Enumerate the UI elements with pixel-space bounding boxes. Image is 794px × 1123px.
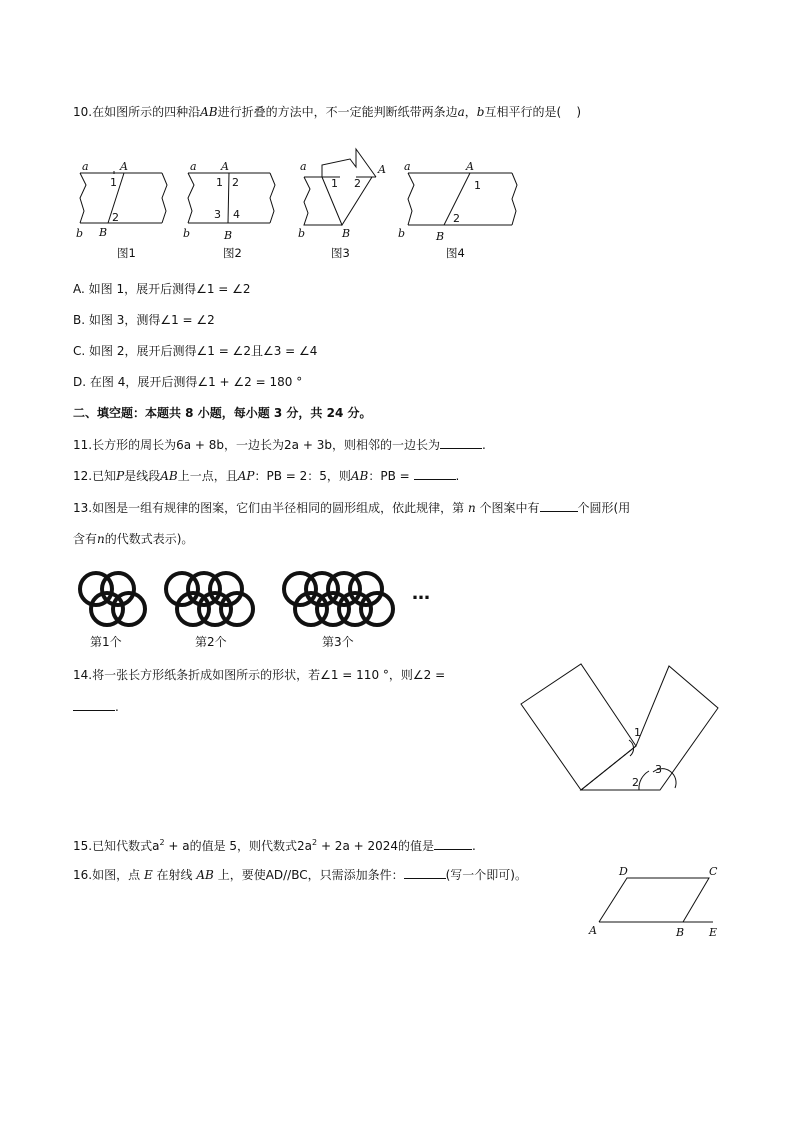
svg-text:1: 1 <box>216 176 223 189</box>
svg-text:2: 2 <box>453 212 460 225</box>
caption-fig-3: 图3 <box>331 246 350 260</box>
caption-fig-2: 图2 <box>223 246 242 260</box>
svg-text:A: A <box>221 160 229 173</box>
q15: 15.已知代数式$a^2 + a$的值是 5，则代数式$2a^2 + 2a + 2024$的值是 . <box>73 838 476 853</box>
label-A: A <box>589 924 597 937</box>
q11-answer-blank[interactable] <box>440 436 482 449</box>
label-C: C <box>709 865 718 878</box>
q10-option-a: A. 如图 1，展开后测得∠1 = ∠2 <box>73 282 251 296</box>
q10-figure-1 <box>76 160 167 260</box>
q10-option-d: D. 在图 4，展开后测得∠1 + ∠2 = 180 ° <box>73 375 303 389</box>
q10-option-b: B. 如图 3，测得∠1 = ∠2 <box>73 313 215 327</box>
q10-option-c: C. 如图 2，展开后测得∠1 = ∠2且∠3 = ∠4 <box>73 344 318 358</box>
q13-pattern-figure <box>0 565 794 655</box>
label-D: D <box>619 865 628 878</box>
label-b: b <box>76 227 84 240</box>
svg-text:1: 1 <box>331 177 338 190</box>
ellipsis: … <box>412 583 430 604</box>
svg-text:4: 4 <box>233 208 240 221</box>
q14-line-1: 14.将一张长方形纸条折成如图所示的形状，若∠1 = 110 °，则∠2 = <box>73 668 446 682</box>
angle-3: 3 <box>655 763 662 776</box>
q16-answer-blank[interactable] <box>404 866 446 879</box>
svg-text:2: 2 <box>354 177 361 190</box>
q10-figure-3 <box>298 149 386 260</box>
svg-text:b: b <box>298 227 306 240</box>
q16-parallelogram-figure <box>585 860 745 940</box>
angle-1: 1 <box>110 176 117 189</box>
q14-folded-strip-figure <box>515 660 735 800</box>
caption-pattern-1: 第1个 <box>90 635 122 649</box>
svg-text:b: b <box>398 227 406 240</box>
label-a: a <box>82 160 89 173</box>
svg-text:a: a <box>300 160 307 173</box>
svg-text:B: B <box>342 227 351 240</box>
q11: 11.长方形的周长为6a + 8b，一边长为2a + 3b，则相邻的一边长为 . <box>73 438 486 452</box>
q13-line-2: 含有n的代数式表示)。 <box>73 532 194 546</box>
q10-stem: 10.在如图所示的四种沿AB进行折叠的方法中，不一定能判断纸带两条边a，b互相平行的是( ) <box>73 105 582 119</box>
caption-fig-4: 图4 <box>446 246 465 260</box>
pattern-2 <box>166 573 253 625</box>
angle-2: 2 <box>112 211 119 224</box>
svg-text:a: a <box>404 160 411 173</box>
q13-answer-blank[interactable] <box>540 499 578 512</box>
label-A: A <box>120 160 128 173</box>
svg-text:b: b <box>183 227 191 240</box>
svg-text:B: B <box>224 229 233 242</box>
q13-line-1: 13.如图是一组有规律的图案，它们由半径相同的圆形组成，依此规律，第 n 个图案中有 个圆形(用 <box>73 501 631 515</box>
svg-text:B: B <box>436 230 445 243</box>
q12: 12.已知P是线段AB上一点，且AP：PB = 2：5，则AB：PB = . <box>73 469 460 483</box>
pattern-3 <box>284 573 393 625</box>
svg-text:A: A <box>466 160 474 173</box>
q16: 16.如图，点 E 在射线 AB 上，要使AD//BC，只需添加条件： (写一个即可)。 <box>73 868 527 882</box>
svg-text:A: A <box>378 163 386 176</box>
q15-answer-blank[interactable] <box>434 837 472 850</box>
label-E: E <box>709 926 718 939</box>
svg-text:3: 3 <box>214 208 221 221</box>
angle-1: 1 <box>634 726 641 739</box>
svg-text:2: 2 <box>232 176 239 189</box>
q10-figure-2 <box>183 160 275 260</box>
label-B: B <box>676 926 685 939</box>
q10-number: 10. <box>73 105 93 119</box>
pattern-1 <box>80 573 145 625</box>
label-B: B <box>99 226 108 239</box>
caption-pattern-2: 第2个 <box>195 635 227 649</box>
q14-answer-blank[interactable] <box>73 698 115 711</box>
svg-text:a: a <box>190 160 197 173</box>
angle-2: 2 <box>632 776 639 789</box>
q14-line-2: . <box>73 698 119 715</box>
svg-text:1: 1 <box>474 179 481 192</box>
caption-fig-1: 图1 <box>117 246 136 260</box>
q10-figure-4 <box>398 160 517 260</box>
q12-answer-blank[interactable] <box>414 467 456 480</box>
caption-pattern-3: 第3个 <box>322 635 354 649</box>
section-2-heading: 二、填空题：本题共 8 小题，每小题 3 分，共 24 分。 <box>73 406 372 420</box>
